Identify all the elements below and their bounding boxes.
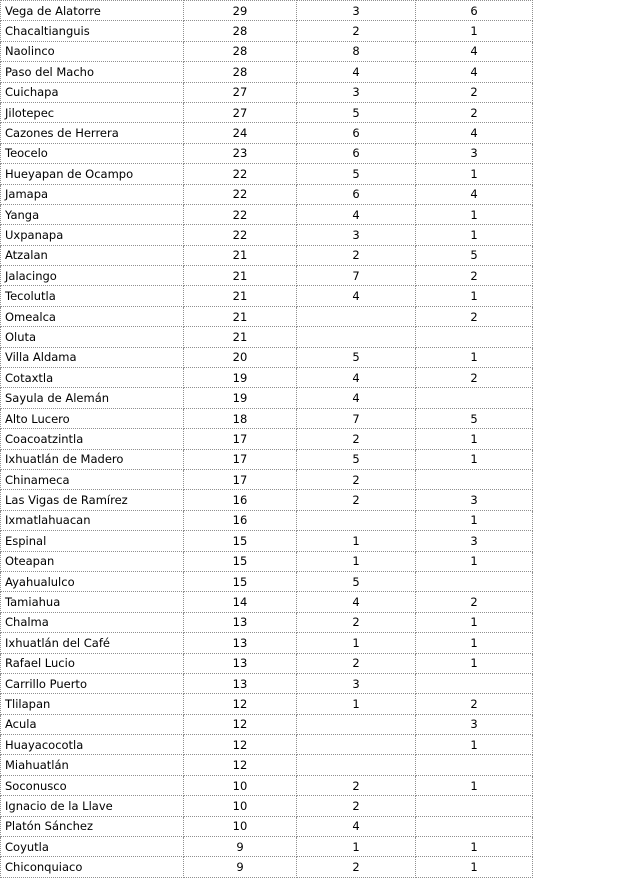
value-cell[interactable]: 3 xyxy=(416,143,533,163)
table-row xyxy=(1,837,533,857)
municipality-name-cell[interactable]: Acula xyxy=(1,714,184,734)
table-row xyxy=(1,102,533,122)
value-cell[interactable] xyxy=(416,469,533,489)
municipality-name-cell[interactable]: Cotaxtla xyxy=(1,368,184,388)
value-cell[interactable]: 21 xyxy=(184,327,297,347)
value-cell[interactable]: 1 xyxy=(416,21,533,41)
value-cell[interactable]: 2 xyxy=(416,82,533,102)
table-row xyxy=(1,408,533,428)
table-row xyxy=(1,490,533,510)
municipality-name-cell[interactable]: Coacoatzintla xyxy=(1,429,184,449)
table-row xyxy=(1,592,533,612)
table-row xyxy=(1,143,533,163)
municipality-name-cell[interactable]: Coyutla xyxy=(1,837,184,857)
value-cell[interactable]: 21 xyxy=(184,306,297,326)
value-cell[interactable]: 5 xyxy=(297,571,416,591)
table-row xyxy=(1,735,533,755)
value-cell[interactable]: 2 xyxy=(416,592,533,612)
value-cell[interactable]: 2 xyxy=(416,694,533,714)
municipality-name-cell[interactable]: Cazones de Herrera xyxy=(1,123,184,143)
value-cell[interactable]: 27 xyxy=(184,102,297,122)
table-row xyxy=(1,775,533,795)
value-cell[interactable]: 15 xyxy=(184,551,297,571)
value-cell[interactable]: 1 xyxy=(416,429,533,449)
value-cell[interactable]: 1 xyxy=(416,286,533,306)
value-cell[interactable]: 13 xyxy=(184,633,297,653)
value-cell[interactable]: 2 xyxy=(297,653,416,673)
value-cell[interactable]: 2 xyxy=(297,796,416,816)
value-cell[interactable]: 17 xyxy=(184,469,297,489)
table-row xyxy=(1,225,533,245)
table-row xyxy=(1,1,533,21)
value-cell[interactable]: 5 xyxy=(416,408,533,428)
value-cell[interactable]: 7 xyxy=(297,408,416,428)
value-cell[interactable]: 2 xyxy=(297,775,416,795)
value-cell[interactable]: 12 xyxy=(184,714,297,734)
value-cell[interactable]: 13 xyxy=(184,653,297,673)
table-row xyxy=(1,62,533,82)
municipality-name-cell[interactable]: Ixhuatlán del Café xyxy=(1,633,184,653)
municipality-name-cell[interactable]: Huayacocotla xyxy=(1,735,184,755)
value-cell[interactable] xyxy=(416,388,533,408)
value-cell[interactable]: 27 xyxy=(184,82,297,102)
table-row xyxy=(1,694,533,714)
value-cell[interactable]: 10 xyxy=(184,796,297,816)
value-cell[interactable]: 28 xyxy=(184,41,297,61)
value-cell[interactable]: 18 xyxy=(184,408,297,428)
municipality-name-cell[interactable]: Atzalan xyxy=(1,245,184,265)
value-cell[interactable] xyxy=(297,510,416,530)
table-row xyxy=(1,429,533,449)
value-cell[interactable]: 28 xyxy=(184,21,297,41)
value-cell[interactable]: 24 xyxy=(184,123,297,143)
municipality-name-cell[interactable]: Vega de Alatorre xyxy=(1,1,184,21)
value-cell[interactable]: 2 xyxy=(297,612,416,632)
table-row xyxy=(1,816,533,836)
value-cell[interactable]: 22 xyxy=(184,184,297,204)
municipality-name-cell[interactable]: Ixmatlahuacan xyxy=(1,510,184,530)
value-cell[interactable]: 1 xyxy=(416,449,533,469)
value-cell[interactable]: 13 xyxy=(184,673,297,693)
value-cell[interactable]: 14 xyxy=(184,592,297,612)
value-cell[interactable]: 4 xyxy=(297,286,416,306)
table-row xyxy=(1,164,533,184)
value-cell[interactable]: 1 xyxy=(297,837,416,857)
value-cell[interactable]: 7 xyxy=(297,266,416,286)
value-cell[interactable]: 3 xyxy=(416,714,533,734)
value-cell[interactable]: 4 xyxy=(297,388,416,408)
value-cell[interactable]: 10 xyxy=(184,816,297,836)
municipality-name-cell[interactable]: Naolinco xyxy=(1,41,184,61)
value-cell[interactable]: 1 xyxy=(416,837,533,857)
value-cell[interactable]: 5 xyxy=(297,347,416,367)
value-cell[interactable]: 5 xyxy=(297,102,416,122)
value-cell[interactable]: 3 xyxy=(297,225,416,245)
value-cell[interactable]: 1 xyxy=(297,633,416,653)
municipality-name-cell[interactable]: Oluta xyxy=(1,327,184,347)
municipality-name-cell[interactable]: Jalacingo xyxy=(1,266,184,286)
value-cell[interactable]: 9 xyxy=(184,837,297,857)
value-cell[interactable]: 8 xyxy=(297,41,416,61)
value-cell[interactable]: 1 xyxy=(416,612,533,632)
value-cell[interactable]: 2 xyxy=(297,857,416,877)
table-row xyxy=(1,571,533,591)
value-cell[interactable]: 4 xyxy=(416,41,533,61)
municipality-name-cell[interactable]: Ignacio de la Llave xyxy=(1,796,184,816)
value-cell[interactable]: 1 xyxy=(416,775,533,795)
value-cell[interactable]: 1 xyxy=(297,531,416,551)
value-cell[interactable]: 1 xyxy=(416,735,533,755)
value-cell[interactable]: 6 xyxy=(297,123,416,143)
value-cell[interactable]: 12 xyxy=(184,755,297,775)
table-row xyxy=(1,551,533,571)
value-cell[interactable]: 1 xyxy=(416,653,533,673)
municipality-name-cell[interactable]: Jamapa xyxy=(1,184,184,204)
value-cell[interactable]: 2 xyxy=(297,490,416,510)
table-row xyxy=(1,857,533,877)
value-cell[interactable]: 22 xyxy=(184,225,297,245)
value-cell[interactable]: 21 xyxy=(184,286,297,306)
municipality-name-cell[interactable]: Ixhuatlán de Madero xyxy=(1,449,184,469)
municipality-name-cell[interactable]: Chinameca xyxy=(1,469,184,489)
value-cell[interactable]: 3 xyxy=(297,82,416,102)
municipality-name-cell[interactable]: Chalma xyxy=(1,612,184,632)
value-cell[interactable]: 16 xyxy=(184,510,297,530)
municipality-name-cell[interactable]: Soconusco xyxy=(1,775,184,795)
value-cell[interactable] xyxy=(416,327,533,347)
table-row xyxy=(1,449,533,469)
municipality-name-cell[interactable]: Teocelo xyxy=(1,143,184,163)
value-cell[interactable]: 4 xyxy=(416,123,533,143)
value-cell[interactable]: 1 xyxy=(297,694,416,714)
municipality-name-cell[interactable]: Hueyapan de Ocampo xyxy=(1,164,184,184)
value-cell[interactable]: 2 xyxy=(416,306,533,326)
table-row xyxy=(1,531,533,551)
municipality-table-body xyxy=(1,1,533,878)
municipality-name-cell[interactable]: Uxpanapa xyxy=(1,225,184,245)
value-cell[interactable]: 3 xyxy=(297,1,416,21)
table-row xyxy=(1,755,533,775)
value-cell[interactable]: 22 xyxy=(184,204,297,224)
value-cell[interactable] xyxy=(416,796,533,816)
municipality-name-cell[interactable]: Chiconquiaco xyxy=(1,857,184,877)
value-cell[interactable]: 1 xyxy=(416,225,533,245)
table-row xyxy=(1,347,533,367)
value-cell[interactable]: 2 xyxy=(297,429,416,449)
value-cell[interactable]: 1 xyxy=(416,204,533,224)
table-row xyxy=(1,510,533,530)
municipality-name-cell[interactable]: Espinal xyxy=(1,531,184,551)
municipality-name-cell[interactable]: Paso del Macho xyxy=(1,62,184,82)
table-row xyxy=(1,368,533,388)
value-cell[interactable]: 5 xyxy=(416,245,533,265)
table-row xyxy=(1,184,533,204)
table-row xyxy=(1,204,533,224)
value-cell[interactable]: 13 xyxy=(184,612,297,632)
value-cell[interactable]: 1 xyxy=(416,633,533,653)
value-cell[interactable]: 3 xyxy=(416,531,533,551)
value-cell[interactable] xyxy=(297,306,416,326)
value-cell[interactable]: 5 xyxy=(297,449,416,469)
municipality-name-cell[interactable]: Chacaltianguis xyxy=(1,21,184,41)
value-cell[interactable]: 3 xyxy=(297,673,416,693)
value-cell[interactable]: 19 xyxy=(184,388,297,408)
municipality-name-cell[interactable]: Jilotepec xyxy=(1,102,184,122)
value-cell[interactable]: 22 xyxy=(184,164,297,184)
municipality-name-cell[interactable]: Sayula de Alemán xyxy=(1,388,184,408)
table-row xyxy=(1,714,533,734)
value-cell[interactable]: 6 xyxy=(297,143,416,163)
value-cell[interactable]: 1 xyxy=(416,857,533,877)
value-cell[interactable]: 12 xyxy=(184,694,297,714)
municipality-name-cell[interactable]: Cuichapa xyxy=(1,82,184,102)
value-cell[interactable]: 28 xyxy=(184,62,297,82)
value-cell[interactable] xyxy=(297,327,416,347)
table-row xyxy=(1,123,533,143)
table-row xyxy=(1,653,533,673)
value-cell[interactable]: 4 xyxy=(416,184,533,204)
table-row xyxy=(1,245,533,265)
value-cell[interactable]: 4 xyxy=(297,816,416,836)
value-cell[interactable]: 4 xyxy=(297,368,416,388)
municipality-name-cell[interactable]: Oteapan xyxy=(1,551,184,571)
table-row xyxy=(1,286,533,306)
municipality-name-cell[interactable]: Rafael Lucio xyxy=(1,653,184,673)
table-row xyxy=(1,41,533,61)
table-row xyxy=(1,469,533,489)
value-cell[interactable]: 5 xyxy=(297,164,416,184)
value-cell[interactable]: 3 xyxy=(416,490,533,510)
table-row xyxy=(1,633,533,653)
value-cell[interactable] xyxy=(416,673,533,693)
value-cell[interactable]: 16 xyxy=(184,490,297,510)
table-row xyxy=(1,388,533,408)
value-cell[interactable]: 2 xyxy=(297,469,416,489)
table-row xyxy=(1,21,533,41)
value-cell[interactable]: 9 xyxy=(184,857,297,877)
municipality-name-cell[interactable]: Alto Lucero xyxy=(1,408,184,428)
value-cell[interactable]: 4 xyxy=(297,204,416,224)
value-cell[interactable]: 4 xyxy=(297,592,416,612)
municipality-name-cell[interactable]: Yanga xyxy=(1,204,184,224)
value-cell[interactable]: 2 xyxy=(416,102,533,122)
value-cell[interactable] xyxy=(416,816,533,836)
value-cell[interactable] xyxy=(297,714,416,734)
municipality-name-cell[interactable]: Tamiahua xyxy=(1,592,184,612)
municipality-name-cell[interactable]: Platón Sánchez xyxy=(1,816,184,836)
table-row xyxy=(1,82,533,102)
value-cell[interactable]: 6 xyxy=(297,184,416,204)
municipality-name-cell[interactable]: Tecolutla xyxy=(1,286,184,306)
table-row xyxy=(1,266,533,286)
value-cell[interactable]: 2 xyxy=(416,266,533,286)
value-cell[interactable]: 10 xyxy=(184,775,297,795)
value-cell[interactable]: 19 xyxy=(184,368,297,388)
value-cell[interactable]: 1 xyxy=(416,510,533,530)
value-cell[interactable] xyxy=(297,755,416,775)
value-cell[interactable]: 2 xyxy=(297,21,416,41)
table-row xyxy=(1,796,533,816)
value-cell[interactable]: 23 xyxy=(184,143,297,163)
value-cell[interactable]: 29 xyxy=(184,1,297,21)
value-cell[interactable]: 6 xyxy=(416,1,533,21)
value-cell[interactable]: 4 xyxy=(297,62,416,82)
value-cell[interactable]: 20 xyxy=(184,347,297,367)
municipality-name-cell[interactable]: Carrillo Puerto xyxy=(1,673,184,693)
value-cell[interactable]: 12 xyxy=(184,735,297,755)
municipality-name-cell[interactable]: Omealca xyxy=(1,306,184,326)
value-cell[interactable]: 2 xyxy=(297,245,416,265)
municipality-name-cell[interactable]: Tlilapan xyxy=(1,694,184,714)
table-row xyxy=(1,306,533,326)
municipality-name-cell[interactable]: Las Vigas de Ramírez xyxy=(1,490,184,510)
value-cell[interactable]: 2 xyxy=(416,368,533,388)
value-cell[interactable]: 1 xyxy=(416,551,533,571)
value-cell[interactable]: 17 xyxy=(184,429,297,449)
value-cell[interactable]: 17 xyxy=(184,449,297,469)
value-cell[interactable]: 15 xyxy=(184,531,297,551)
value-cell[interactable]: 1 xyxy=(416,347,533,367)
municipality-name-cell[interactable]: Miahuatlán xyxy=(1,755,184,775)
value-cell[interactable] xyxy=(416,571,533,591)
municipality-name-cell[interactable]: Ayahualulco xyxy=(1,571,184,591)
value-cell[interactable]: 4 xyxy=(416,62,533,82)
value-cell[interactable]: 21 xyxy=(184,245,297,265)
value-cell[interactable] xyxy=(416,755,533,775)
value-cell[interactable]: 15 xyxy=(184,571,297,591)
value-cell[interactable]: 1 xyxy=(416,164,533,184)
value-cell[interactable]: 1 xyxy=(297,551,416,571)
table-row xyxy=(1,327,533,347)
table-row xyxy=(1,673,533,693)
municipality-name-cell[interactable]: Villa Aldama xyxy=(1,347,184,367)
value-cell[interactable] xyxy=(297,735,416,755)
table-row xyxy=(1,612,533,632)
value-cell[interactable]: 21 xyxy=(184,266,297,286)
